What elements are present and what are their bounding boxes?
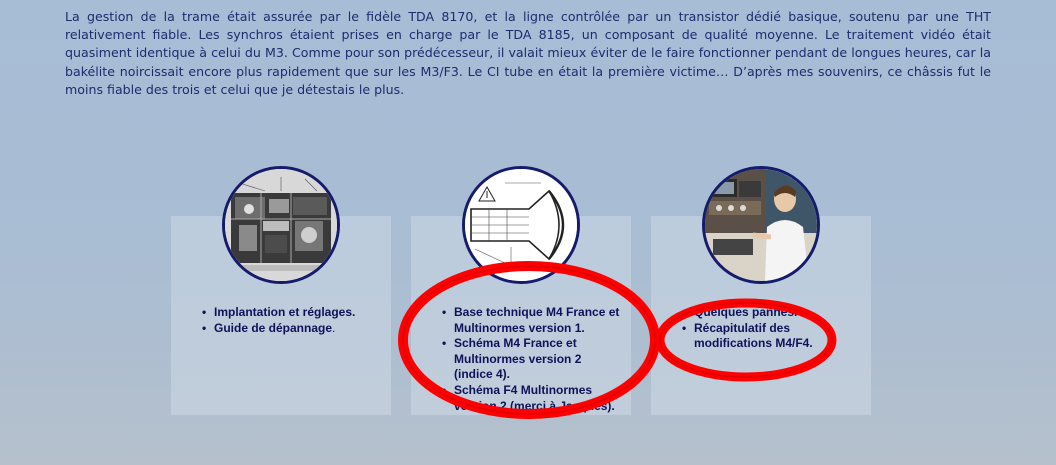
- circuit-board-image: [225, 169, 337, 281]
- card-2-link-list: [442, 305, 622, 414]
- link-quelques-pannes[interactable]: • Quelques pannes.: [682, 305, 862, 321]
- link-recapitulatif-modifications[interactable]: • Récapitulatif des modifications M4/F4.: [682, 321, 862, 352]
- circuit-board-photo-icon[interactable]: [222, 166, 340, 284]
- card-3-link-list: [682, 305, 862, 352]
- technician-workbench-photo-icon[interactable]: [702, 166, 820, 284]
- crt-schematic-image: [465, 169, 577, 281]
- card-technician: [651, 216, 871, 415]
- link-guide-depannage[interactable]: • Guide de dépannage.: [202, 321, 387, 337]
- link-base-technique-m4[interactable]: • Base technique M4 France et Multinormes version 1.: [442, 305, 622, 336]
- intro-paragraph: La gestion de la trame était assurée par le fidèle TDA 8170, et la ligne contrôlée par un transistor dédié basique, soutenu par une THT relativement fiable. Les synchros étaient prises en charge par le TDA 8185, un composant de qualité moyenne. Le traitement vidéo était quasiment identique à celui du M3. Comme pour son prédécesseur, il valait mieux éviter de le faire fonctionner pendant de longues heures, car la bakélite noircissait encore plus rapidement que sur les M3/F3. Le CI tube en était la première victime… D’après mes souvenirs, ce châssis fut le moins fiable des trois et celui que je détestais le plus.: [65, 9, 991, 97]
- card-crt-schematic: [411, 216, 631, 415]
- crt-tube-schematic-icon[interactable]: [462, 166, 580, 284]
- technician-photo-image: [705, 169, 817, 281]
- link-implantation-reglages[interactable]: • Implantation et réglages.: [202, 305, 387, 321]
- card-1-link-list: [202, 305, 387, 336]
- link-schema-m4-v2[interactable]: • Schéma M4 France et Multinormes version 2 (indice 4).: [442, 336, 622, 383]
- link-schema-f4-v2[interactable]: • Schéma F4 Multinormes version 2 (merci à Jacques).: [442, 383, 622, 414]
- card-circuit-board: [171, 216, 391, 415]
